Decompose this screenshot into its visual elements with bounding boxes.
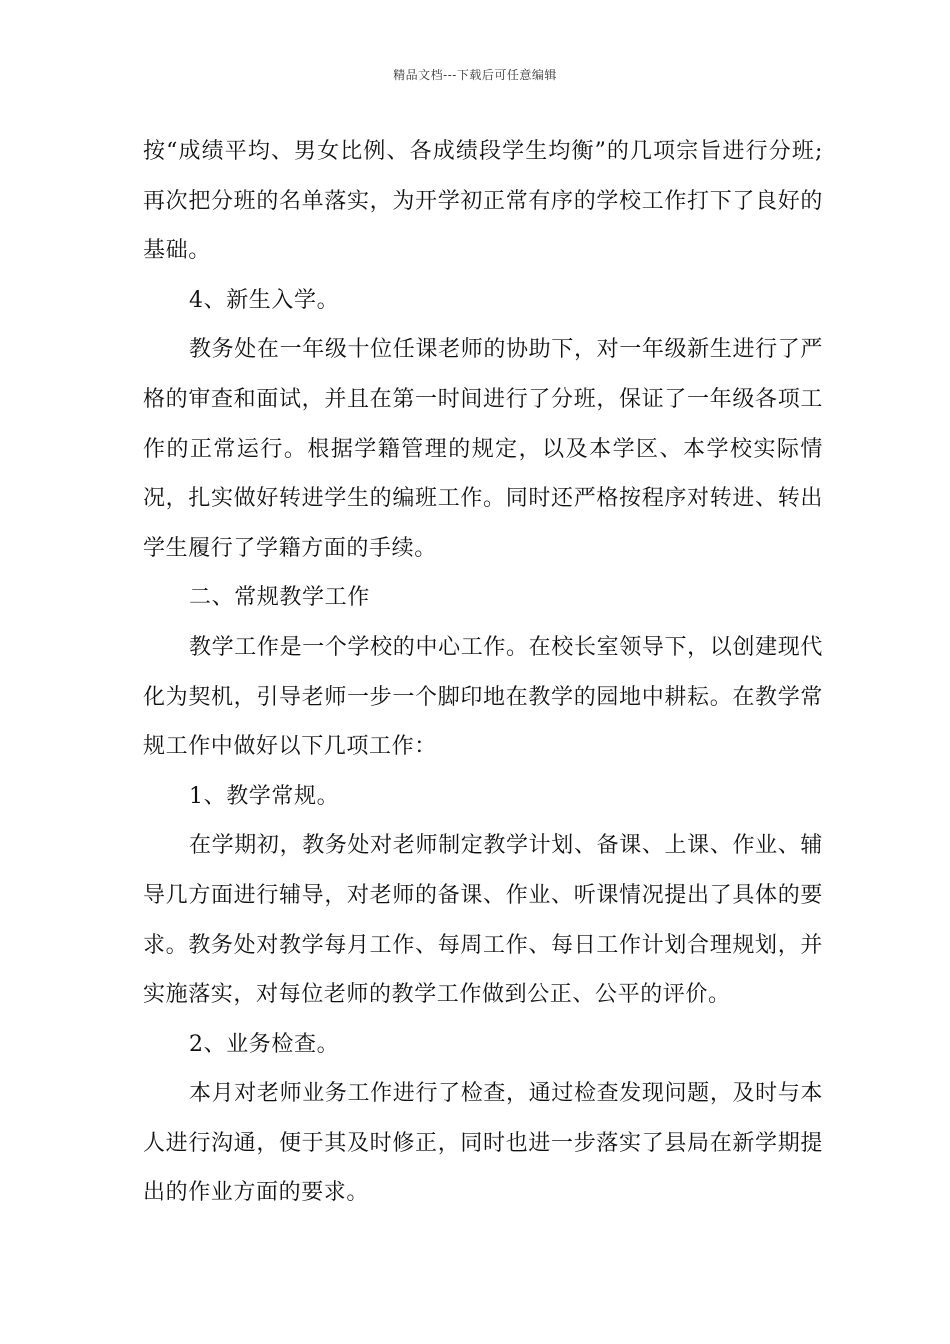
heading-teaching-routine: 1、教学常规。 [189, 783, 340, 809]
document-body [143, 127, 823, 1218]
paragraph-business-inspection: 本月对老师业务工作进行了检查，通过检查发现问题，及时与本人进行沟通，便于其及时修正，同时也进一步落实了县局在新学期提出的作业方面的要求。 [143, 1081, 823, 1206]
heading-new-students: 4、新生入学。 [189, 287, 340, 313]
heading-business-inspection: 2、业务检查。 [189, 1031, 340, 1057]
page-header: 精品文档---下载后可任意编辑 [393, 68, 557, 82]
paragraph-new-students: 教务处在一年级十位任课老师的协助下，对一年级新生进行了严格的审查和面试，并且在第一时间进行了分班，保证了一年级各项工作的正常运行。根据学籍管理的规定，以及本学区、本学校实际情况，扎实做好转进学生的编班工作。同时还严格按程序对转进、转出学生履行了学籍方面的手续。 [143, 337, 823, 561]
paragraph-class-division: 按“成绩平均、男女比例、各成绩段学生均衡”的几项宗旨进行分班;再次把分班的名单落实，为开学初正常有序的学校工作打下了良好的基础。 [143, 139, 823, 264]
paragraph-routine-teaching: 教学工作是一个学校的中心工作。在校长室领导下，以创建现代化为契机，引导老师一步一个脚印地在教学的园地中耕耘。在教学常规工作中做好以下几项工作： [143, 634, 823, 760]
heading-routine-teaching: 二、常规教学工作 [189, 585, 370, 611]
paragraph-teaching-routine: 在学期初，教务处对老师制定教学计划、备课、上课、作业、辅导几方面进行辅导，对老师的备课、作业、听课情况提出了具体的要求。教务处对教学每月工作、每周工作、每日工作计划合理规划，并实施落实，对每位老师的教学工作做到公正、公平的评价。 [143, 833, 823, 1008]
